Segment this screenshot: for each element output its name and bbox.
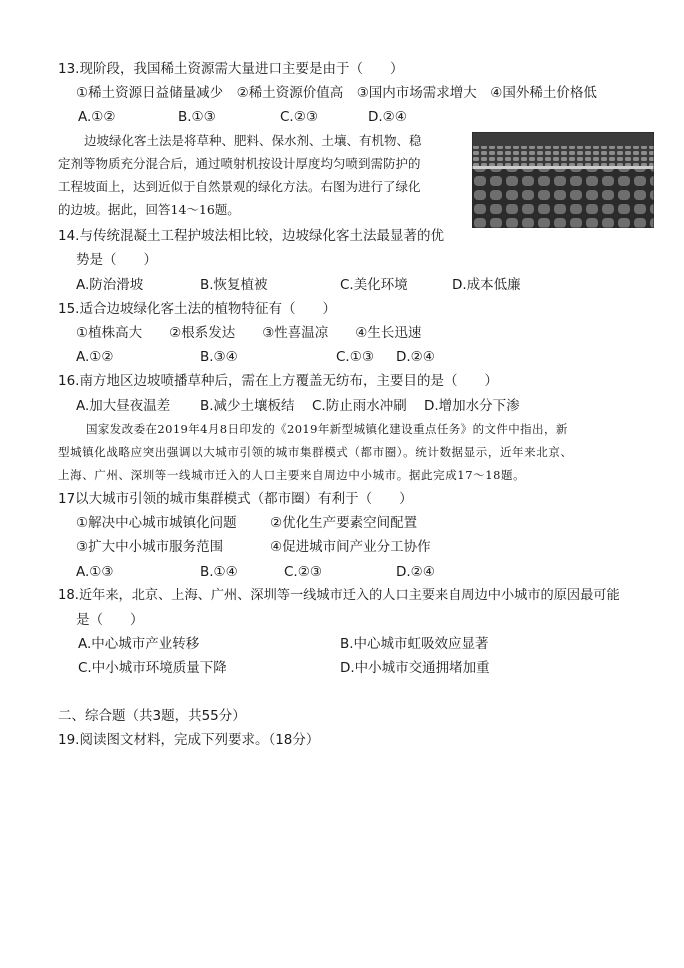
q17-option-d: D.②④ <box>396 564 435 580</box>
q17-option-b: B.①④ <box>200 564 238 580</box>
q15-stem: 15.适合边坡绿化客土法的植物特征有（ ） <box>58 301 336 317</box>
section-2-title: 二、综合题（共3题，共55分） <box>58 708 246 724</box>
q18-option-b: B.中心城市虹吸效应显著 <box>340 636 489 652</box>
q14-stem-line-2: 势是（ ） <box>76 252 157 268</box>
q15-items: ①植株高大 ②根系发达 ③性喜温凉 ④生长迅速 <box>76 325 422 341</box>
passage1-line-4: 的边坡。据此，回答14～16题。 <box>58 202 240 217</box>
q15-option-c: C.①③ <box>336 349 374 365</box>
q16-stem: 16.南方地区边坡喷播草种后，需在上方覆盖无纺布，主要目的是（ ） <box>58 373 498 389</box>
q18-stem-line-2: 是（ ） <box>76 612 144 628</box>
q14-option-c: C.美化环境 <box>340 277 408 293</box>
q15-option-a: A.①② <box>76 349 114 365</box>
q15-option-b: B.③④ <box>200 349 238 365</box>
q17-option-a: A.①③ <box>76 564 114 580</box>
q17-item-3: ③扩大中小城市服务范围 <box>76 539 224 555</box>
q13-option-b: B.①③ <box>178 109 216 125</box>
q14-stem-line-1: 14.与传统混凝土工程护坡法相比较，边坡绿化客土法最显著的优 <box>58 228 444 244</box>
passage2-line-3: 上海、广州、深圳等一线城市迁入的人口主要来自周边中小城市。据此完成17～18题。 <box>58 468 526 482</box>
q16-option-b: B.减少土壤板结 <box>200 398 295 414</box>
q18-option-a: A.中心城市产业转移 <box>78 636 200 652</box>
passage2-line-1: 国家发改委在2019年4月8日印发的《2019年新型城镇化建设重点任务》的文件中指出，新 <box>86 422 568 436</box>
q14-option-d: D.成本低廉 <box>452 277 521 293</box>
q16-option-c: C.防止雨水冲刷 <box>312 398 407 414</box>
q18-stem-line-1: 18.近年来，北京、上海、广州、深圳等一线城市迁入的人口主要来自周边中小城市的原因最可能 <box>58 588 620 603</box>
q17-item-4: ④促进城市间产业分工协作 <box>270 539 431 555</box>
passage2-line-2: 型城镇化战略应突出强调以大城市引领的城市集群模式（都市圈）。统计数据显示，近年来北京、 <box>58 445 573 459</box>
q13-stem: 13.现阶段，我国稀土资源需大量进口主要是由于（ ） <box>58 61 404 77</box>
green-slope-photo-graphic <box>472 132 654 228</box>
passage1-line-3: 工程坡面上，达到近似于自然景观的绿化方法。右图为进行了绿化 <box>58 179 421 194</box>
q14-option-a: A.防治滑坡 <box>76 277 144 293</box>
green-slope-photo <box>472 132 654 228</box>
q19-stem: 19.阅读图文材料，完成下列要求。（18分） <box>58 732 320 748</box>
q13-option-d: D.②④ <box>368 109 407 125</box>
q17-stem: 17以大城市引领的城市集群模式（都市圈）有利于（ ） <box>58 491 413 507</box>
q17-item-1: ①解决中心城市城镇化问题 <box>76 515 237 531</box>
q15-option-d: D.②④ <box>396 349 435 365</box>
q16-option-a: A.加大昼夜温差 <box>76 398 171 414</box>
q18-option-d: D.中小城市交通拥堵加重 <box>340 660 490 676</box>
q13-option-a: A.①② <box>78 109 116 125</box>
passage1-line-1: 边坡绿化客土法是将草种、肥料、保水剂、土壤、有机物、稳 <box>84 133 422 148</box>
q14-option-b: B.恢复植被 <box>200 277 268 293</box>
q13-items: ①稀土资源日益储量减少 ②稀土资源价值高 ③国内市场需求增大 ④国外稀土价格低 <box>76 85 597 101</box>
q17-item-2: ②优化生产要素空间配置 <box>270 515 418 531</box>
passage1-line-2: 定剂等物质充分混合后，通过喷射机按设计厚度均匀喷到需防护的 <box>58 156 421 171</box>
q16-option-d: D.增加水分下渗 <box>424 398 520 414</box>
q18-option-c: C.中小城市环境质量下降 <box>78 660 227 676</box>
q13-option-c: C.②③ <box>280 109 318 125</box>
q17-option-c: C.②③ <box>284 564 322 580</box>
